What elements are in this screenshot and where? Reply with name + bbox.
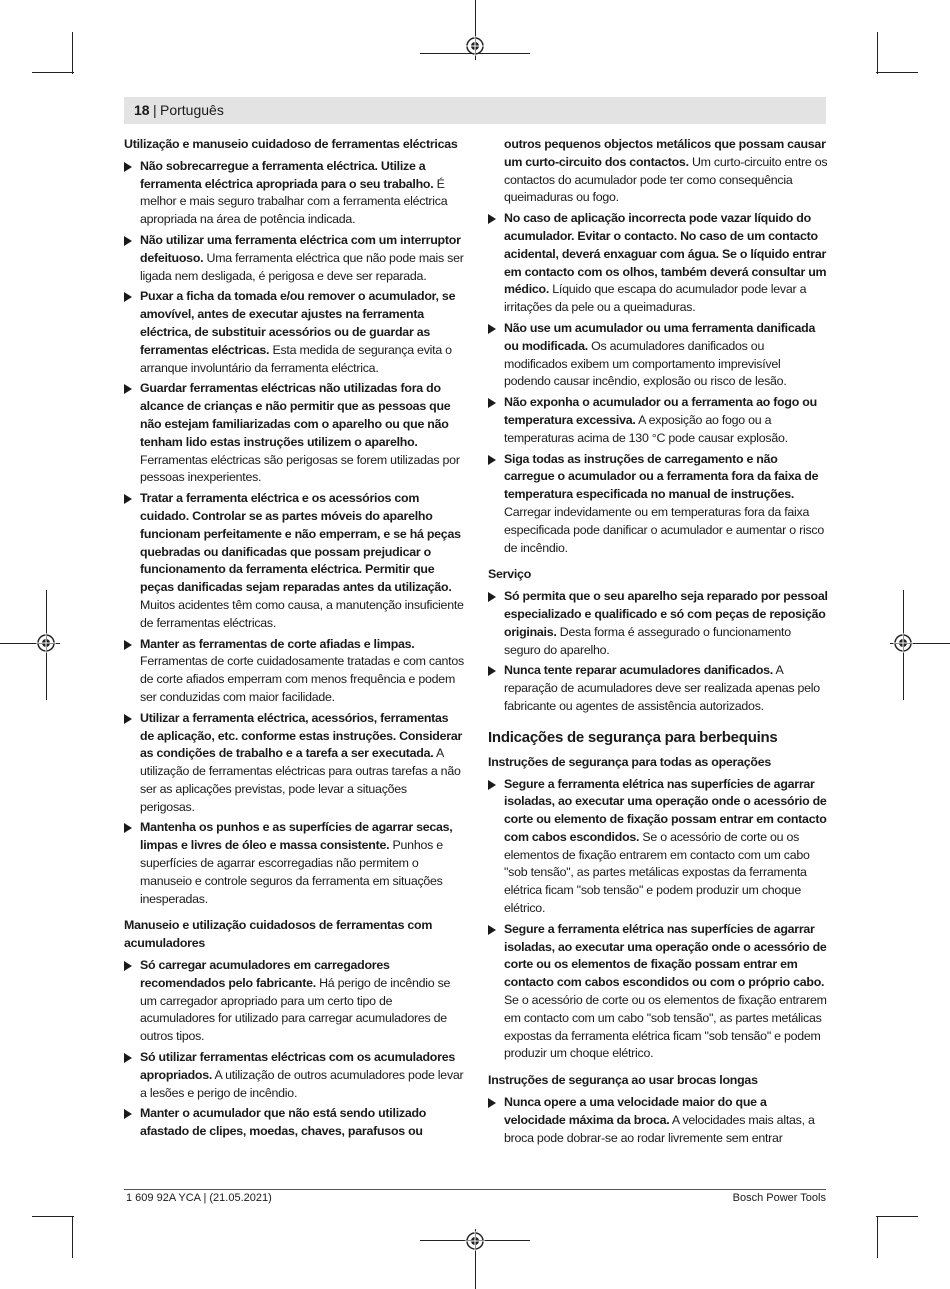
list-item — [124, 380, 464, 487]
list-item — [124, 158, 464, 229]
right-column — [488, 136, 828, 1150]
item-bold-text: Não sobrecarregue a ferramenta eléctrica. Utilize a ferramenta eléctrica apropriada para o seu trabalho. — [140, 158, 434, 191]
item-text: Desta forma é assegurado o funcionamento seguro do aparelho. — [504, 624, 791, 657]
crop-mark — [876, 1216, 918, 1217]
bullet-triangle-icon — [488, 398, 496, 408]
header-separator: | — [153, 102, 157, 118]
bullet-triangle-icon — [488, 780, 496, 790]
item-bold-text: Manter as ferramentas de corte afiadas e limpas. — [140, 636, 415, 651]
bullet-triangle-icon — [124, 236, 132, 246]
list-item-continuation — [488, 136, 828, 207]
list-item — [124, 636, 464, 707]
item-text: Ferramentas de corte cuidadosamente tratadas e com cantos de corte afiados emperram com menos frequência e podem ser conduzidas com maior facilidade. — [140, 654, 464, 704]
left-column — [124, 136, 464, 1144]
item-text: A utilização de outros acumuladores pode levar a lesões e perigo de incêndio. — [140, 1067, 464, 1100]
item-text: Carregar indevidamente ou em temperaturas fora da faixa especificada pode danificar o acumulador e aumentar o risco de incêndio. — [504, 504, 824, 555]
registration-mark-icon — [465, 36, 485, 56]
safety-list — [124, 158, 464, 909]
item-text: Esta medida de segurança evita o arranque involuntário da ferramenta eléctrica. — [140, 342, 452, 375]
item-bold-text: Só utilizar ferramentas eléctricas com os acumuladores apropriados. — [140, 1050, 455, 1082]
bullet-triangle-icon — [124, 714, 132, 724]
item-text: Um curto-circuito entre os contactos do acumulador pode ter como consequência queimaduras ou fogo. — [504, 154, 828, 205]
item-text: Ferramentas eléctricas são perigosas se forem utilizadas por pessoas inexperientes. — [140, 452, 460, 485]
list-item — [488, 776, 828, 918]
item-bold-text: Tratar a ferramenta eléctrica e os acessórios com cuidado. Controlar se as partes móveis do aparelho funcionam perfeitamente e não emperram, e se há peças quebradas ou danificadas que possam prejudicar o funcionamento da ferramenta eléctrica. Permitir que peças danificadas sejam reparadas antes da utilização. — [140, 491, 461, 595]
bullet-triangle-icon — [124, 1109, 132, 1119]
crop-mark — [32, 1216, 74, 1217]
list-item — [124, 957, 464, 1046]
item-text: Uma ferramenta eléctrica que não pode mais ser ligada nem desligada, é perigosa e deve ser reparada. — [140, 250, 464, 283]
crop-mark — [72, 32, 73, 74]
safety-list — [488, 588, 828, 716]
list-item — [488, 320, 828, 391]
bullet-triangle-icon — [488, 455, 496, 465]
item-text: Há perigo de incêndio se um carregador apropriado para um certo tipo de acumuladores for utilizado para carregar acumuladores de outros tipos. — [140, 975, 451, 1044]
crop-mark — [72, 1216, 73, 1258]
list-item — [488, 921, 828, 1063]
safety-list — [488, 1094, 828, 1147]
item-text: A reparação de acumuladores deve ser realizada apenas pelo fabricante ou agentes de assistência autorizados. — [504, 663, 820, 713]
chapter-heading: Indicações de segurança para berbequins — [488, 728, 778, 746]
crop-mark — [877, 32, 878, 74]
registration-mark-icon — [36, 633, 56, 653]
item-bold-text: outros pequenos objectos metálicos que possam causar um curto-circuito dos contactos. — [504, 137, 826, 169]
list-item — [488, 588, 828, 659]
bullet-triangle-icon — [124, 494, 132, 504]
item-text: A exposição ao fogo ou a temperaturas acima de 130 °C pode causar explosão. — [504, 412, 788, 445]
header-language: Português — [160, 102, 224, 118]
item-bold-text: Só permita que o seu aparelho seja reparado por pessoal especializado e qualificado e só com peças de reposição originais. — [504, 589, 828, 639]
list-item — [488, 1094, 828, 1147]
list-item — [124, 288, 464, 377]
bullet-triangle-icon — [124, 823, 132, 833]
section-heading: Serviço — [488, 567, 532, 582]
list-item — [124, 232, 464, 285]
section-heading: Instruções de segurança para todas as operações — [488, 754, 771, 769]
bullet-triangle-icon — [488, 1098, 496, 1108]
footer-doc-id: 1 609 92A YCA | (21.05.2021) — [126, 1192, 272, 1204]
item-text: A utilização de ferramentas eléctricas para outras tarefas a não ser as aplicações previstas, pode levar a situações perigosas. — [140, 746, 461, 814]
item-bold-text: Siga todas as instruções de carregamento e não carregue o acumulador ou a ferramenta fora da faixa de temperatura especificada no manual de instruções. — [504, 451, 819, 502]
section-heading: Utilização e manuseio cuidadoso de ferramentas eléctricas — [124, 137, 458, 151]
page-header — [124, 97, 826, 124]
item-bold-text: Não exponha o acumulador ou a ferramenta ao fogo ou temperatura excessiva. — [504, 395, 817, 427]
list-item — [124, 710, 464, 817]
item-bold-text: Segure a ferramenta elétrica nas superfícies de agarrar isoladas, ao executar uma operação onde o acessório de corte ou os elementos de fixação possam entrar em contacto com cabos escondidos ou com o próprio cabo. — [504, 921, 827, 990]
bullet-triangle-icon — [488, 324, 496, 334]
item-bold-text: Mantenha os punhos e as superfícies de agarrar secas, limpas e livres de óleo e massa consistente. — [140, 820, 453, 853]
list-item — [124, 819, 464, 908]
safety-list — [488, 776, 828, 1064]
item-text: Punhos e superfícies de agarrar escorregadias não permitem o manuseio e controle seguros da ferramenta em situações inesperadas. — [140, 838, 443, 906]
item-text: É melhor e mais seguro trabalhar com a ferramenta eléctrica apropriada na área de potência indicada. — [140, 176, 448, 227]
bullet-triangle-icon — [488, 592, 496, 602]
footer-rule — [124, 1189, 826, 1190]
bullet-triangle-icon — [124, 961, 132, 971]
item-bold-text: Segure a ferramenta elétrica nas superfícies de agarrar isoladas, ao executar uma operação onde o acessório de corte ou elemento de fixação possam entrar em contacto com cabos escondidos. — [504, 776, 827, 844]
bullet-triangle-icon — [124, 384, 132, 394]
footer-brand: Bosch Power Tools — [732, 1192, 826, 1204]
crop-mark — [877, 1216, 878, 1258]
item-bold-text: Utilizar a ferramenta eléctrica, acessórios, ferramentas de aplicação, etc. conforme estas instruções. Considerar as condições de trabalho e a tarefa a ser executada. — [140, 710, 463, 761]
item-bold-text: Manter o acumulador que não está sendo utilizado afastado de clipes, moedas, chaves, parafusos ou — [140, 1106, 427, 1139]
list-item — [488, 451, 828, 558]
item-bold-text: Só carregar acumuladores em carregadores recomendados pelo fabricante. — [140, 958, 390, 990]
list-item — [488, 662, 828, 715]
bullet-triangle-icon — [488, 925, 496, 935]
bullet-triangle-icon — [124, 640, 132, 650]
safety-list — [124, 957, 464, 1141]
page-number: 18 — [134, 102, 150, 118]
item-text: Muitos acidentes têm como causa, a manutenção insuficiente de ferramentas eléctricas. — [140, 597, 464, 630]
safety-list — [488, 210, 828, 557]
section-heading: Instruções de segurança ao usar brocas longas — [488, 1073, 758, 1088]
item-text: Se o acessório de corte ou os elementos de fixação entrarem em contacto com um cabo "sob tensão", as partes metálicas expostas da ferramenta elétrica ficam "sob tensão" e podem produzir um choque elétrico. — [504, 993, 827, 1061]
crop-mark — [32, 72, 74, 73]
bullet-triangle-icon — [124, 162, 132, 172]
list-item — [488, 210, 828, 317]
item-text: Líquido que escapa do acumulador pode levar a irritações da pele ou a queimaduras. — [504, 282, 807, 315]
bullet-triangle-icon — [488, 666, 496, 676]
bullet-triangle-icon — [488, 214, 496, 224]
item-bold-text: Não use um acumulador ou uma ferramenta danificada ou modificada. — [504, 320, 816, 353]
item-bold-text: Nunca opere a uma velocidade maior do que a velocidade máxima da broca. — [504, 1095, 767, 1127]
list-item — [124, 1105, 464, 1141]
item-text: A velocidades mais altas, a broca pode dobrar-se ao rodar livremente sem entrar — [504, 1112, 815, 1145]
list-item — [124, 1049, 464, 1102]
registration-mark-icon — [465, 1231, 485, 1251]
item-bold-text: Não utilizar uma ferramenta eléctrica com um interruptor defeituoso. — [140, 232, 461, 265]
list-item — [124, 490, 464, 632]
bullet-triangle-icon — [124, 1053, 132, 1063]
registration-mark-icon — [893, 633, 913, 653]
item-text: Os acumuladores danificados ou modificados exibem um comportamento imprevisível podendo causar incêndio, explosão ou risco de lesão. — [504, 338, 787, 389]
item-bold-text: Puxar a ficha da tomada e/ou remover o acumulador, se amovível, antes de executar ajustes na ferramenta eléctrica, de substituir acessórios ou de guardar as ferramentas eléctricas. — [140, 289, 456, 357]
crop-mark — [876, 72, 918, 73]
bullet-triangle-icon — [124, 292, 132, 302]
section-heading: Manuseio e utilização cuidadosos de ferramentas com acumuladores — [124, 918, 433, 951]
item-bold-text: No caso de aplicação incorrecta pode vazar líquido do acumulador. Evitar o contacto. No caso de um contacto acidental, deverá enxaguar com água. Se o líquido entrar em contacto com os olhos, também deverá consultar um médico. — [504, 211, 827, 297]
item-bold-text: Guardar ferramentas eléctricas não utilizadas fora do alcance de crianças e não permitir que as pessoas que não estejam familiarizadas com o aparelho ou que não tenham lido estas instruções utilizem o aparelho. — [140, 381, 451, 449]
item-bold-text: Nunca tente reparar acumuladores danificados. — [504, 663, 774, 678]
list-item — [488, 394, 828, 447]
item-text: Se o acessório de corte ou os elementos de fixação entrarem em contacto com um cabo "sob tensão", as partes metálicas expostas da ferramenta elétrica ficam "sob tensão" e podem produzir um choque elétrico. — [504, 829, 810, 916]
